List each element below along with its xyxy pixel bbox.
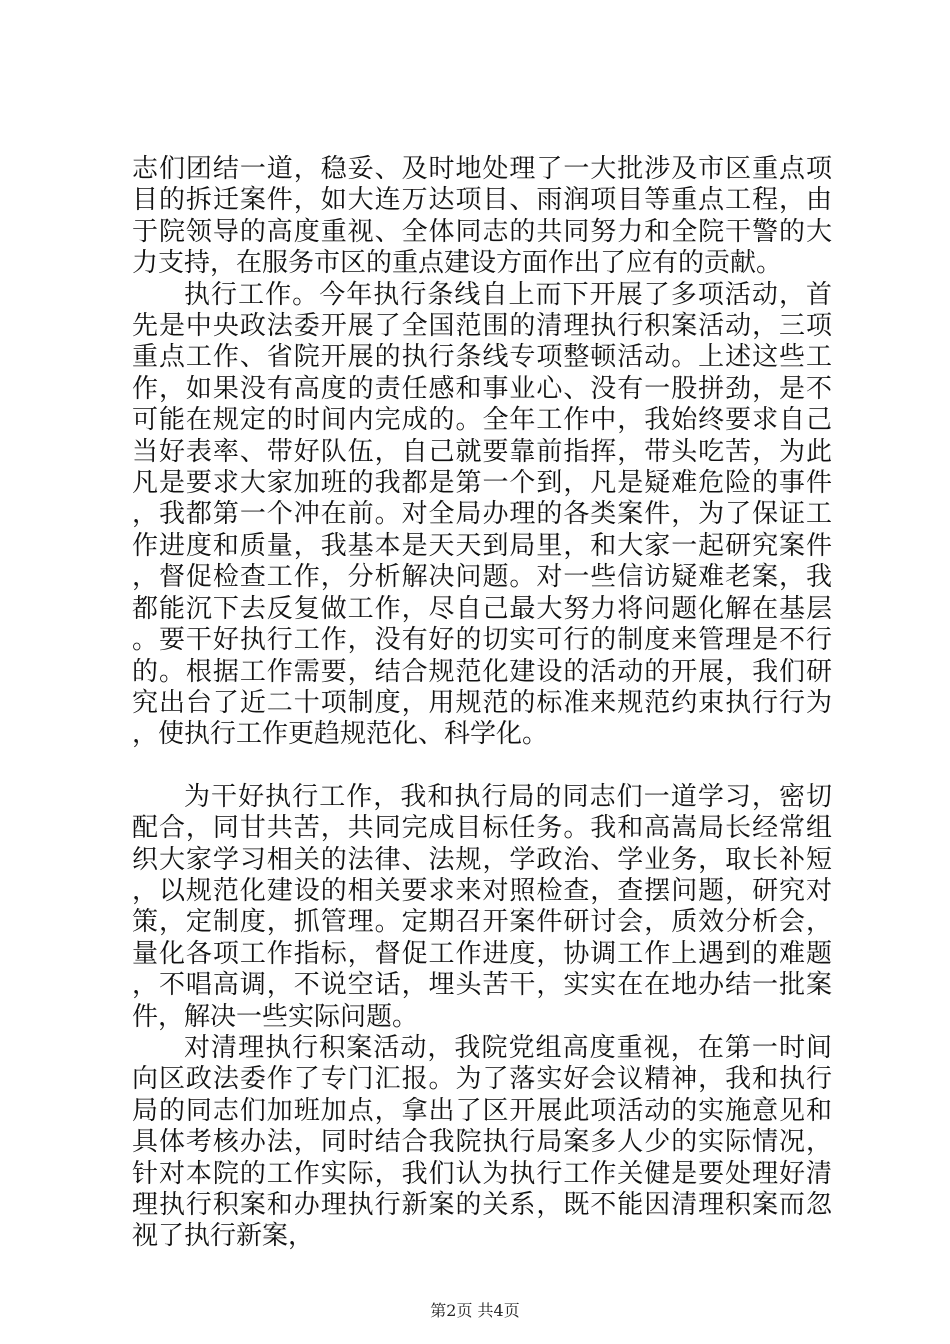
paragraph-1: 志们团结一道，稳妥、及时地处理了一大批涉及市区重点项目的拆迁案件，如大连万达项目、雨润项目等重点工程，由于院领导的高度重视、全体同志的共同努力和全院干警的大力支持，在服务市区的重点建设方面作出了应有的贡献。 (132, 154, 832, 279)
document-body (132, 154, 832, 1253)
paragraph-2: 执行工作。今年执行条线自上而下开展了多项活动，首先是中央政法委开展了全国范围的清理执行积案活动，三项重点工作、省院开展的执行条线专项整顿活动。上述这些工作，如果没有高度的责任感和事业心、没有一股拼劲，是不可能在规定的时间内完成的。全年工作中，我始终要求自己当好表率、带好队伍，自己就要靠前指挥，带头吃苦，为此凡是要求大家加班的我都是第一个到，凡是疑难危险的事件，我都第一个冲在前。对全局办理的各类案件，为了保证工作进度和质量，我基本是天天到局里，和大家一起研究案件，督促检查工作，分析解决问题。对一些信访疑难老案，我都能沉下去反复做工作，尽自己最大努力将问题化解在基层。要干好执行工作，没有好的切实可行的制度来管理是不行的。根据工作需要，结合规范化建设的活动的开展，我们研究出台了近二十项制度，用规范的标准来规范约束执行行为，使执行工作更趋规范化、科学化。 (132, 279, 832, 750)
page-footer: 第2页 共4页 (430, 1301, 520, 1320)
paragraph-4: 对清理执行积案活动，我院党组高度重视，在第一时间向区政法委作了专门汇报。为了落实好会议精神，我和执行局的同志们加班加点，拿出了区开展此项活动的实施意见和具体考核办法，同时结合我院执行局案多人少的实际情况，针对本院的工作实际，我们认为执行工作关健是要处理好清理执行积案和办理执行新案的关系，既不能因清理积案而忽视了执行新案， (132, 1032, 832, 1252)
paragraph-3: 为干好执行工作，我和执行局的同志们一道学习，密切配合，同甘共苦，共同完成目标任务。我和高嵩局长经常组织大家学习相关的法律、法规，学政治、学业务，取长补短，以规范化建设的相关要求来对照检查，查摆问题，研究对策，定制度，抓管理。定期召开案件研讨会，质效分析会，量化各项工作指标，督促工作进度，协调工作上遇到的难题，不唱高调，不说空话，埋头苦干，实实在在地办结一批案件，解决一些实际问题。 (132, 781, 832, 1032)
